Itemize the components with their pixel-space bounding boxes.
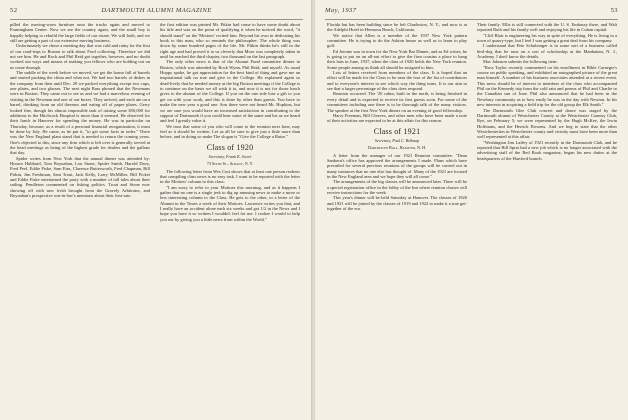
- left-column-2: [160, 22, 300, 416]
- paragraph: The following letter from Wes Cost shows that at least one person realizes that compiling class news is no easy task. I want to be reported with the letter in the Mottoes' column to this class:: [160, 168, 300, 185]
- paragraph: Mac Johnson submits the following item:: [483, 59, 558, 65]
- left-page-number: 52: [10, 7, 18, 14]
- paragraph: Lots of letters received from members of the class. It is hoped that an effort will be made for the Class to be near the foot of the list of contributors and to everyone's interest to see which way the thing turns. It is our aim to see that a larger percentage of the class does respond.: [327, 70, 467, 92]
- paragraph: Ed Jerome was in town for the New York Bar Dinner, and as Ed writes, he is going to put on an all-out effort to give the firm cousins a place to hang their hats in June, 1937, when the class of 1920 holds the New York reunion. Some people among us think all should be assigned to him.: [327, 48, 467, 70]
- class-address-1921: Dartmouth Hall, Hanover, N. H.: [367, 144, 427, 150]
- paragraph: This year's dinner will be held Saturday at Hanover. The classes of 1920 and 1921 will be joined by the classes of 1919 and 1922 to make it a true get-together of the era.: [327, 195, 467, 211]
- paragraph: Their family. Ellis is still connected with the U. S. Embassy there, and Walt reported Ruth and his family well and enjoying his life in Cuban capital.: [477, 22, 617, 33]
- paragraph: The Dartmouth Glee Club concert and dance was staged by the Dartmouth alumni of Westchester County at the Westchester Country Club, Rye, on February 5; we were represented by the Hugh McKee, the Irwin Hoffmans, and the Herrick Bowens. And we beg to state that the other Westchesterites in Westchester county and vicinity must have been more than well represented at this affair.: [477, 107, 617, 140]
- paragraph: The arrangements of the big classes will be announced later. There will be a special registration office in the lobby of the Inn where reunion classes will receive instructions for the week.: [327, 179, 467, 195]
- class-secretary-1921: Secretary, Paul C. Belknap: [374, 137, 420, 143]
- right-page-number: 53: [610, 7, 618, 14]
- right-running-head: [325, 7, 618, 20]
- paragraph: Spider writes from New York that the annual dinner was attended by: Horace Hubbard, Tom Boynahan, Lou Stone, Spider Smith, Harold Davy, Fred Peel, Eddie Fiske, Sam Eies, Clarence Butterworth, Fred Chapman, Bill Pirkin, Jim Freshman, Sam Trout, Jack Kelly, Larry McMilles. Bill Picket and Eddie Fiske entertained the party with a number of tall tales about their sailing. Pendleton commented on fishing politics. Trout and Stone now showing off with new fresh brought from the Gravely Arbitrator, and Boynahan's prospective son-in-law's mentions about their first-rate.: [10, 155, 150, 198]
- class-heading-1921: Class of 1921: [373, 126, 421, 136]
- class-secretary-1920: Secretary, Frank K. Sweet: [208, 153, 252, 159]
- paragraph: Unfortunately we chose a meeting day that was cold and rainy for the first of our road-trips to Boston to talk about Ford collecting. Therefore we did not see him. He and Rock and Phil Reid got together, however, and no doubt worked out ways and means of making you fellows who are holding out on us come through.: [10, 43, 150, 70]
- left-column-1: [10, 22, 150, 416]
- paragraph: We notice that Allen is a member of the 1937 New York pattern committee. He is trying to do the Ashton house as well as to learn to play golf.: [327, 32, 467, 49]
- right-page: [315, 0, 628, 420]
- class-heading-1920: Class of 1920: [206, 142, 254, 152]
- paragraph: Florida but has been building since he left Charleston, N. Y., and now is at the Adelphi Hotel in Hermosa Beach, California.: [327, 22, 467, 33]
- paragraph: We trust that some of you who will come to the reunion next June, may feel as it should be written. Let us all be sure to give just a little more than before, and in doing so make The slogan is "Give the College a Raise.": [160, 123, 300, 140]
- paragraph: the first edition was printed Mr. Pitkin had come to have some doubt about his title and was on the point of qualifying it when he noticed the word, "it should stand" on the 'Mottoes' recited him. Beyond his own in dedicating his book to this man, who so reminds the philosopher. The whole thing was down by some hundred pages of the life. Mr. Pitkin thinks he's still in the right age and had proved it to us cleverly that Moor was completely taken in until he reached the third chapter, two thousand on the last paragraph.: [160, 22, 300, 60]
- right-column-2: [477, 22, 617, 416]
- paragraph: Harry Freeman, Bill Cleaves, and other men who have been made a note of their activities are expected to be at this affair for this reason.: [327, 112, 467, 124]
- paragraph: The saddle of the week before we moved, we got the house full of barrels and started packing the china and what not. We had two barrels of dishes in the company from then until Dec. 29 we packed everything except two cups, one plates, and two glasses. The next night Bass phoned that the Newmans were in Boston. They came out to see us and we had a marvelous evening of visiting in the Newman and one of our boxes. They arrived, and each ate on a barrel, drinking from an old thermos and eating off of paper plates. Gerry looked fine, though his almost impossible task of raising some $50,000 for additions to the Hitchcock Hospital is more than it seemed. He observed for their lunch in Hanover for spending the money. He was in particular on Thursday, because, as a result of a personal financial reorganization, it must be done by July. He came, as he put it, "to get some facts in order." There was the New England plant stand that is needed to return the coming years. One's objected to this, since any firm which is left over is generally served at the head meetings as being of the highest grade for dealers and the gallons that day.: [10, 70, 150, 156]
- left-running-title: DARTMOUTH ALUMNI MAGAZINE: [101, 7, 212, 14]
- paragraph: I understand that Pete Schulzinger is in some sort of a business called bird-dog that he runs on a sort of scholarship at the Manhattan, N. J., Academy. I don't know the details.: [477, 43, 617, 60]
- left-page: [0, 0, 313, 420]
- class-address-1920: 73 Sixth St., Albany, N. Y.: [206, 160, 254, 166]
- right-column-1: [327, 22, 467, 416]
- paragraph: pilled the moving-worn furniture onto the trucks again and moved to Framingham Center. Now we are the country again, and the small boy is happily helping to rebuild the large fields of our estate. We will both, and we still are getting a part of our extensive moving business.: [10, 22, 150, 44]
- paragraph: The only other news is that of the Alumni Fund committee dinner in Boston, which was attended by Rock Wynn, Phil Reid, and myself. As usual Hoppy spoke, he got appreciation for the best kind of thing and gave me an inspirational talk on true and give to the College. He explained again so dead-lively that he needed money at the big Boston meetings if the College is to continue on the basis we all wish it to, and now it is not for those lunch gives to the alumni of the College. If you on the one side lose a gift to you get on with your work, and this is done by other than guests. You have to make the new year a good one. Son there were not heard Mr. Hopkins, but we are sure you would have an increased satisfaction in contributing to the support of Dartmouth if you could hear some of the same and his as we heard and feel I greatly value it.: [160, 59, 300, 124]
- paragraph: "Weshington Jim Laffey of 1921 recently in the Dartmouth Club, and he reported that Bill Sprat had a new job which is no longer associated with the advertising staff of the Red Book magazine, began his new duties at the headquarters of the Hartford branch.: [477, 139, 617, 161]
- paragraph: "Cliff Blair is engineering his way in spite of everything. He is living in a town of quarry-type, but I feel I was getting a great deal from his company.: [477, 32, 617, 44]
- right-running-date: May, 1937: [325, 7, 357, 14]
- paragraph: "I am sorry to refer to your Mottoes this morning, and as it happens I gather that no one is a single jerk to dig up amusing news to make a more or less interesting column to the Class. He gets to the other, to a letter of the Alumni in the Times a week of their Mottoes. Lawrence writes you that, and I really have an accident alone each six weeks and got 1/2 in the News and I hope you have it so written I wouldn't feel for me. I realize I would to help you out by giving you a little news from within the World.": [160, 184, 300, 222]
- paragraph: Reunion occurred. The '20 cabin, built in the north, is being finished in every detail and is expected to receive its first guests soon. For some of the committees including one there is to be thorough talk of the many visitors. The speaker at the first New York dinner on an evening of good fellowship.: [327, 91, 467, 113]
- paragraph: A letter from the manager of our 1921 Reunion committee: "Dean Sanborn's office has approved the arrangements I made. Plans which have prevailed for several previous reunions of the groups will be carried out in many instances that no one else has thought of. Many of the 1921 are located in the New England area and we hope they will all come.": [327, 152, 467, 179]
- left-running-head: [10, 7, 303, 20]
- paragraph: "Ross Taylor recently commented on his enrollment in Bible Carnegie's course on public speaking, and exhibited an autographed picture of the great man himself. A number of his business associates attended at a recent event. This news should be of interest to members of the class who accompanied Phil on the Kennedy trip from the cold rain and poems of Phil and Charlie to the Canadian sun of June. Phil also announced that he had been in the Newbury community as to how easily he was in the day with Newton. In his new interests in acquiring a field trip for the old group the Elk Smith.": [477, 64, 617, 108]
